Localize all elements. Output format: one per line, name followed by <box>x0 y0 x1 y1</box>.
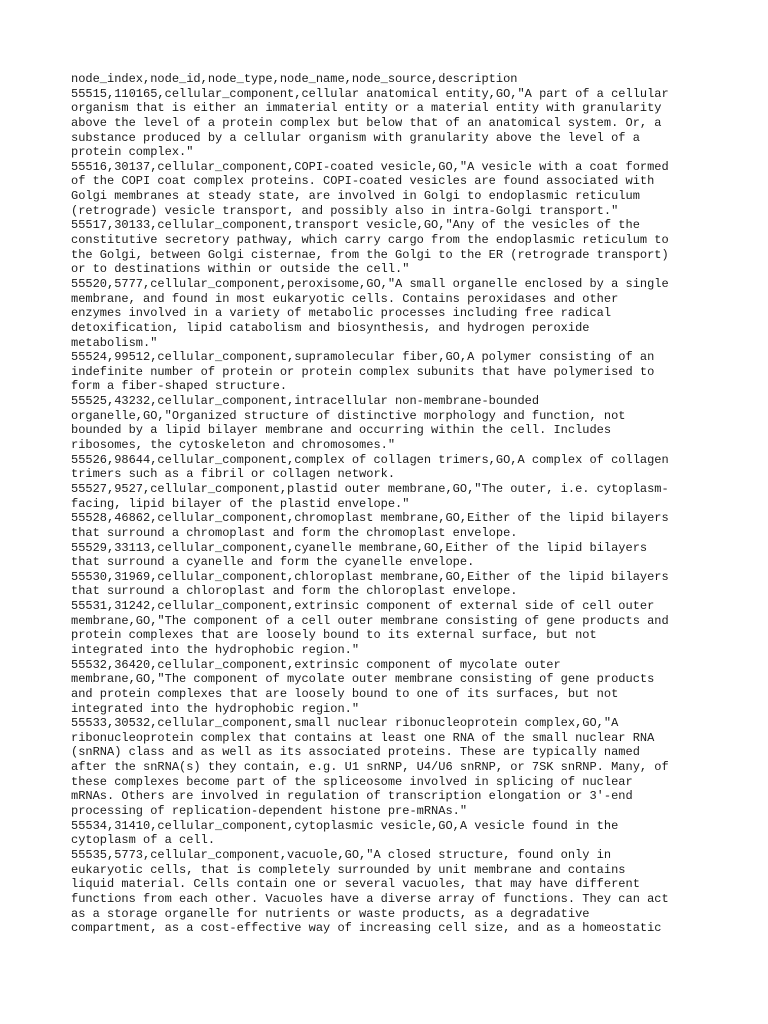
csv-text-line: liquid material. Cells contain one or several vacuoles, that may have different <box>71 877 640 892</box>
csv-text-line: 55530,31969,cellular_component,chloroplast membrane,GO,Either of the lipid bilayers <box>71 569 669 584</box>
csv-text-line: as a storage organelle for nutrients or waste products, as a degradative <box>71 906 590 921</box>
csv-text-line: 55532,36420,cellular_component,extrinsic component of mycolate outer <box>71 657 561 672</box>
csv-text-line: 55524,99512,cellular_component,supramolecular fiber,GO,A polymer consisting of an <box>71 350 655 365</box>
csv-text-line: that surround a chromoplast and form the chromoplast envelope. <box>71 525 518 540</box>
csv-text-line: facing, lipid bilayer of the plastid envelope." <box>71 496 410 511</box>
csv-text-line: organism that is either an immaterial entity or a material entity with granularity <box>71 101 662 116</box>
csv-text-line: compartment, as a cost-effective way of increasing cell size, and as a homeostatic <box>71 921 662 936</box>
csv-text-line: enzymes involved in a variety of metabolic processes including free radical <box>71 306 612 321</box>
csv-text-line: above the level of a protein complex but below that of an anatomical system. Or, a <box>71 115 662 130</box>
csv-text-line: protein complex." <box>71 145 194 160</box>
csv-header-line: node_index,node_id,node_type,node_name,node_source,description <box>71 72 518 86</box>
csv-text-line: membrane, and found in most eukaryotic cells. Contains peroxidases and other <box>71 291 619 306</box>
csv-text-line: 55529,33113,cellular_component,cyanelle membrane,GO,Either of the lipid bilayers <box>71 540 648 555</box>
csv-text-line: after the snRNA(s) they contain, e.g. U1 snRNP, U4/U6 snRNP, or 7SK snRNP. Many, of <box>71 760 669 775</box>
csv-text-line: the Golgi, between Golgi cisternae, from the Golgi to the ER (retrograde transport) <box>71 247 669 262</box>
csv-text-line: ribosomes, the cytoskeleton and chromosomes." <box>71 438 396 453</box>
csv-text-line: bounded by a lipid bilayer membrane and occurring within the cell. Includes <box>71 423 612 438</box>
csv-text-line: 55526,98644,cellular_component,complex of collagen trimers,GO,A complex of collagen <box>71 452 669 467</box>
csv-text-line: membrane,GO,"The component of mycolate outer membrane consisting of gene products <box>71 672 655 687</box>
csv-text-line: that surround a chloroplast and form the chloroplast envelope. <box>71 584 518 599</box>
csv-text-line: protein complexes that are loosely bound to its external surface, but not <box>71 628 597 643</box>
csv-text-line: detoxification, lipid catabolism and biosynthesis, and hydrogen peroxide <box>71 320 590 335</box>
csv-text-line: (snRNA) class and as well as its associated proteins. These are typically named <box>71 745 640 760</box>
csv-text-line: or to destinations within or outside the cell." <box>71 262 410 277</box>
document-page <box>71 72 711 936</box>
csv-text-line: form a fiber-shaped structure. <box>71 379 288 394</box>
csv-text-line: indefinite number of protein or protein complex subunits that have polymerised to <box>71 364 655 379</box>
csv-text-line: mRNAs. Others are involved in regulation of transcription elongation or 3'-end <box>71 789 633 804</box>
csv-text-line: 55516,30137,cellular_component,COPI-coated vesicle,GO,"A vesicle with a coat formed <box>71 159 669 174</box>
csv-text-line: 55534,31410,cellular_component,cytoplasmic vesicle,GO,A vesicle found in the <box>71 818 619 833</box>
csv-text-line: 55535,5773,cellular_component,vacuole,GO,"A closed structure, found only in <box>71 847 612 862</box>
csv-text-line: 55525,43232,cellular_component,intracellular non-membrane-bounded <box>71 394 540 409</box>
csv-text-line: constitutive secretory pathway, which carry cargo from the endoplasmic reticulum to <box>71 233 669 248</box>
csv-text-line: trimers such as a fibril or collagen network. <box>71 467 396 482</box>
csv-text-line: and protein complexes that are loosely bound to one of its surfaces, but not <box>71 686 619 701</box>
csv-text-line: 55527,9527,cellular_component,plastid outer membrane,GO,"The outer, i.e. cytoplasm- <box>71 481 669 496</box>
csv-text-line: 55517,30133,cellular_component,transport vesicle,GO,"Any of the vesicles of the <box>71 218 640 233</box>
csv-text-line: these complexes become part of the spliceosome involved in splicing of nuclear <box>71 774 633 789</box>
csv-text-line: membrane,GO,"The component of a cell outer membrane consisting of gene products and <box>71 613 669 628</box>
csv-text-line: organelle,GO,"Organized structure of distinctive morphology and function, not <box>71 408 626 423</box>
csv-text-line: integrated into the hydrophobic region." <box>71 642 360 657</box>
csv-text-line: 55531,31242,cellular_component,extrinsic component of external side of cell outer <box>71 599 655 614</box>
csv-text-line: eukaryotic cells, that is completely surrounded by unit membrane and contains <box>71 862 626 877</box>
csv-text-line: functions from each other. Vacuoles have a diverse array of functions. They can act <box>71 891 669 906</box>
csv-text-line: (retrograde) vesicle transport, and possibly also in intra-Golgi transport." <box>71 203 619 218</box>
csv-text-line: integrated into the hydrophobic region." <box>71 701 360 716</box>
csv-text-line: 55515,110165,cellular_component,cellular anatomical entity,GO,"A part of a cellular <box>71 86 669 101</box>
csv-text-line: 55520,5777,cellular_component,peroxisome,GO,"A small organelle enclosed by a single <box>71 276 669 291</box>
csv-text-line: cytoplasm of a cell. <box>71 833 216 848</box>
csv-text-line: ribonucleoprotein complex that contains at least one RNA of the small nuclear RNA <box>71 730 655 745</box>
csv-text-line: of the COPI coat complex proteins. COPI-coated vesicles are found associated with <box>71 174 655 189</box>
csv-text-line: 55533,30532,cellular_component,small nuclear ribonucleoprotein complex,GO,"A <box>71 716 619 731</box>
csv-text-line: 55528,46862,cellular_component,chromoplast membrane,GO,Either of the lipid bilayers <box>71 511 669 526</box>
csv-text-line: processing of replication-dependent histone pre-mRNAs." <box>71 804 468 819</box>
csv-text-line: Golgi membranes at steady state, are involved in Golgi to endoplasmic reticulum <box>71 189 640 204</box>
csv-text-line: that surround a cyanelle and form the cyanelle envelope. <box>71 555 475 570</box>
csv-text-line: metabolism." <box>71 335 158 350</box>
csv-text-line: substance produced by a cellular organism with granularity above the level of a <box>71 130 640 145</box>
